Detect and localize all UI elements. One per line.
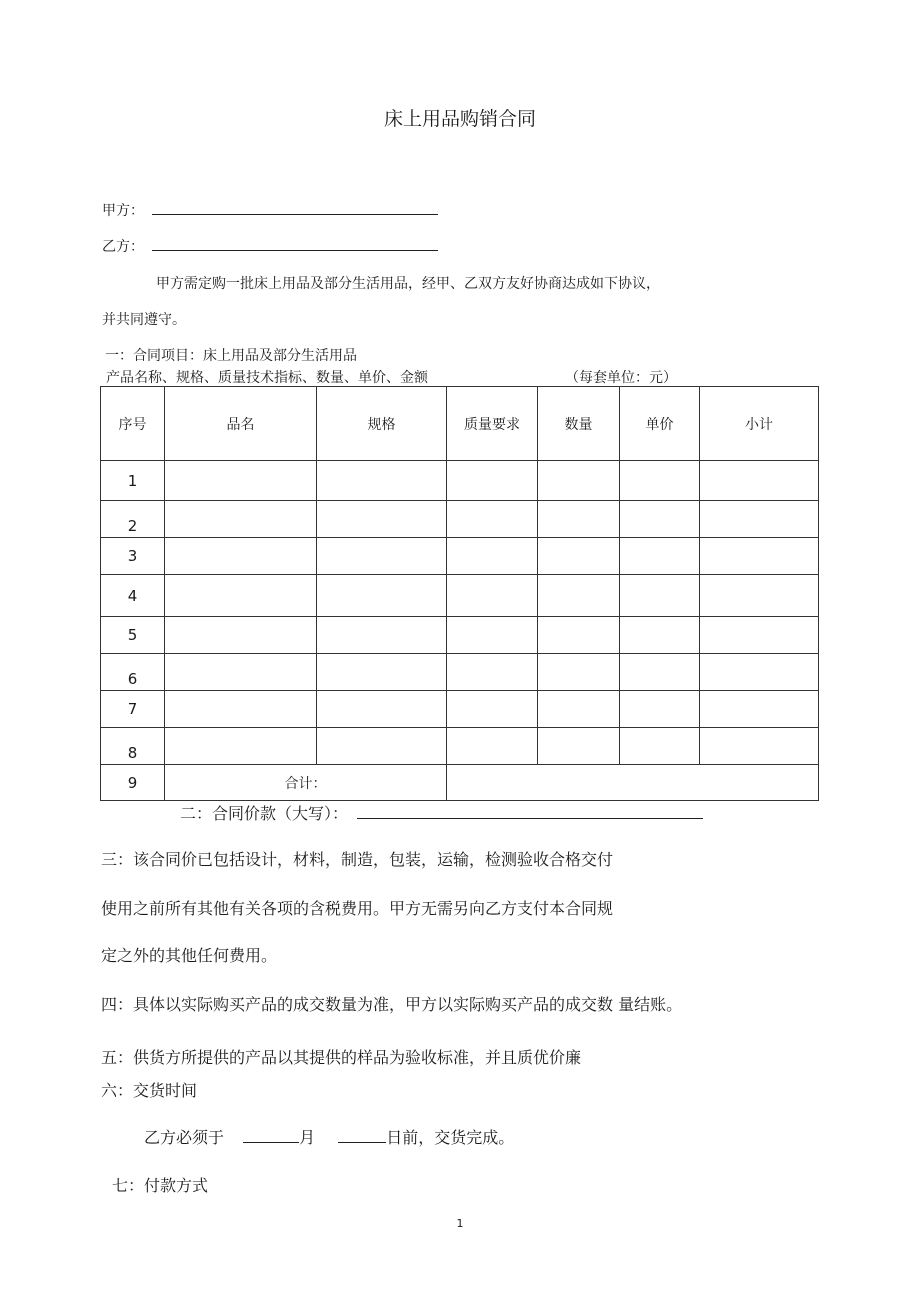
header-unit-price: 单价 [620,387,700,461]
table-row [101,461,819,501]
section-2-row [180,801,703,824]
section-3-line-3: 定之外的其他任何费用。 [101,946,278,965]
cell-quantity[interactable] [538,691,620,728]
cell-product-name[interactable] [165,538,317,575]
cell-spec[interactable] [317,654,447,691]
cell-quantity[interactable] [538,617,620,654]
cell-subtotal[interactable] [700,538,819,575]
table-row [101,575,819,617]
cell-quantity[interactable] [538,728,620,765]
cell-unit-price[interactable] [620,501,700,538]
cell-quality[interactable] [447,654,538,691]
cell-subtotal[interactable] [700,501,819,538]
row-index: 1 [101,461,165,501]
header-spec: 规格 [317,387,447,461]
cell-unit-price[interactable] [620,461,700,501]
delivery-day-blank[interactable] [338,1142,386,1143]
row-index: 2 [101,501,165,538]
table-row [101,654,819,691]
cell-quantity[interactable] [538,575,620,617]
cell-quality[interactable] [447,617,538,654]
section-7: 七：付款方式 [112,1176,209,1195]
unit-note: （每套单位：元） [565,370,677,386]
cell-quality[interactable] [447,461,538,501]
section-3-line-2: 使用之前所有其他有关各项的含税费用。甲方无需另向乙方支付本合同规 [101,899,614,918]
cell-spec[interactable] [317,575,447,617]
cell-quality[interactable] [447,691,538,728]
header-quality: 质量要求 [447,387,538,461]
cell-spec[interactable] [317,617,447,654]
total-row-index: 9 [101,765,165,801]
section-5: 五：供货方所提供的产品以其提供的样品为验收标准，并且质优价廉 [101,1048,582,1067]
page-number: 1 [456,1217,464,1230]
cell-spec[interactable] [317,728,447,765]
cell-quantity[interactable] [538,501,620,538]
row-index: 6 [101,654,165,691]
table-header-row [101,387,819,461]
table-row [101,728,819,765]
cell-subtotal[interactable] [700,617,819,654]
cell-spec[interactable] [317,501,447,538]
cell-quantity[interactable] [538,461,620,501]
table-row [101,501,819,538]
items-table [100,386,819,801]
cell-product-name[interactable] [165,728,317,765]
delivery-month-blank[interactable] [243,1142,299,1143]
table-row [101,691,819,728]
section-2-label: 二：合同价款（大写）： [180,804,349,823]
total-amount-cell[interactable] [447,765,819,801]
cell-product-name[interactable] [165,575,317,617]
cell-subtotal[interactable] [700,728,819,765]
cell-quantity[interactable] [538,654,620,691]
cell-quality[interactable] [447,538,538,575]
section-6: 六：交货时间 [101,1081,198,1100]
delivery-day-suffix: 日前，交货完成。 [386,1128,515,1147]
row-index: 4 [101,575,165,617]
cell-product-name[interactable] [165,501,317,538]
header-quantity: 数量 [538,387,620,461]
contract-price-blank[interactable] [357,818,703,819]
delivery-month-label: 月 [299,1128,316,1147]
row-index: 7 [101,691,165,728]
cell-product-name[interactable] [165,654,317,691]
header-index: 序号 [101,387,165,461]
row-index: 8 [101,728,165,765]
cell-quality[interactable] [447,501,538,538]
cell-unit-price[interactable] [620,538,700,575]
party-a-label: 甲方： [102,203,144,219]
party-a-blank[interactable] [152,214,438,215]
cell-quantity[interactable] [538,538,620,575]
cell-unit-price[interactable] [620,654,700,691]
row-index: 5 [101,617,165,654]
cell-subtotal[interactable] [700,461,819,501]
intro-line-2: 并共同遵守。 [102,312,186,328]
party-a-row [102,200,438,220]
cell-subtotal[interactable] [700,691,819,728]
cell-spec[interactable] [317,461,447,501]
cell-unit-price[interactable] [620,691,700,728]
cell-subtotal[interactable] [700,654,819,691]
cell-product-name[interactable] [165,461,317,501]
party-b-label: 乙方： [102,239,144,255]
delivery-row [144,1125,514,1148]
section-1-heading: 一：合同项目：床上用品及部分生活用品 [105,348,357,364]
total-label: 合计： [165,765,447,801]
header-product-name: 品名 [165,387,317,461]
cell-product-name[interactable] [165,691,317,728]
header-subtotal: 小计 [700,387,819,461]
party-b-blank[interactable] [152,250,438,251]
party-b-row [102,236,438,256]
cell-spec[interactable] [317,538,447,575]
cell-unit-price[interactable] [620,728,700,765]
cell-subtotal[interactable] [700,575,819,617]
section-3-line-1: 三：该合同价已包括设计，材料，制造，包装，运输，检测验收合格交付 [101,850,614,869]
intro-line-1: 甲方需定购一批床上用品及部分生活用品，经甲、乙双方友好协商达成如下协议， [156,276,660,292]
table-total-row [101,765,819,801]
table-row [101,538,819,575]
cell-product-name[interactable] [165,617,317,654]
cell-quality[interactable] [447,728,538,765]
cell-unit-price[interactable] [620,575,700,617]
delivery-prefix: 乙方必须于 [144,1128,225,1147]
section-4: 四：具体以实际购买产品的成交数量为准，甲方以实际购买产品的成交数 量结账。 [101,995,683,1014]
product-description: 产品名称、规格、质量技术指标、数量、单价、金额 [106,370,428,386]
row-index: 3 [101,538,165,575]
cell-unit-price[interactable] [620,617,700,654]
table-row [101,617,819,654]
cell-quality[interactable] [447,575,538,617]
cell-spec[interactable] [317,691,447,728]
document-title: 床上用品购销合同 [383,108,536,130]
